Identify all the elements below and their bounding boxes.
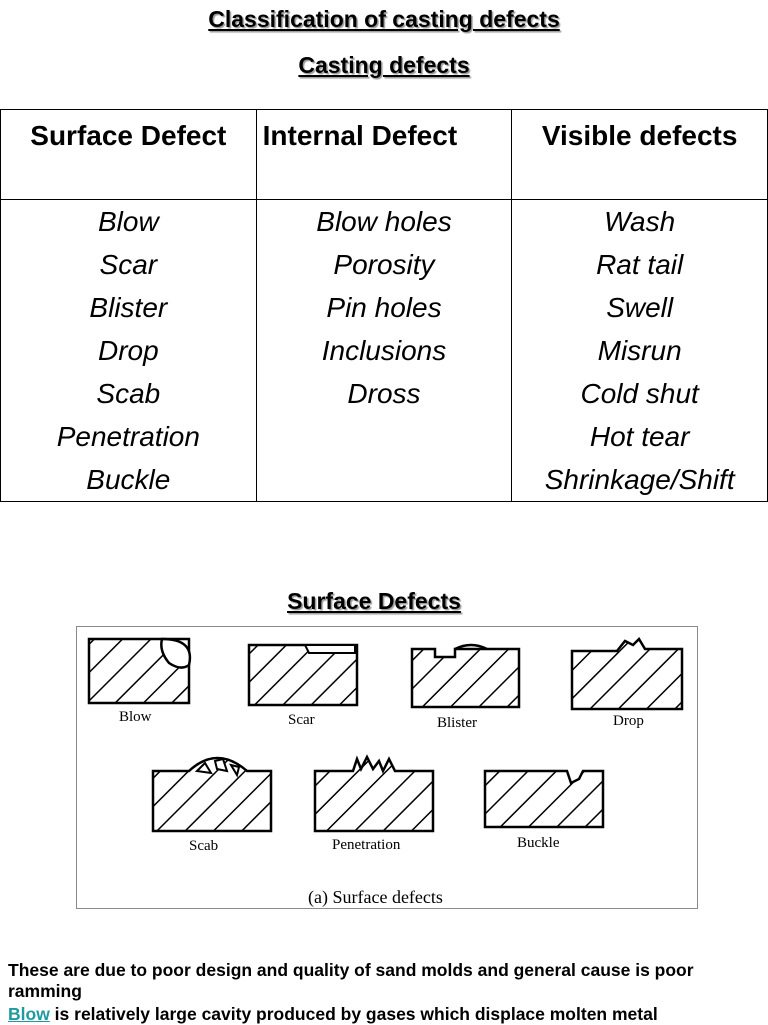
label-scar: Scar — [288, 712, 315, 728]
label-drop: Drop — [613, 713, 644, 729]
blow-definition-text: is relatively large cavity produced by gases which displace molten metal — [49, 1004, 658, 1024]
table-cell: Scab — [1, 372, 257, 415]
table-row — [1, 286, 768, 329]
table-row — [1, 415, 768, 458]
table-row — [1, 458, 768, 502]
table-row — [1, 200, 768, 244]
label-blow: Blow — [119, 709, 152, 725]
table-cell: Buckle — [1, 458, 257, 502]
table-header-row — [1, 110, 768, 200]
header-internal-defect: Internal Defect — [256, 110, 512, 200]
penetration-diagram — [315, 757, 433, 831]
figure-caption: (a) Surface defects — [308, 887, 443, 907]
table-cell — [256, 415, 512, 458]
label-blister: Blister — [437, 715, 477, 731]
table-cell: Drop — [1, 329, 257, 372]
page-subtitle: Casting defects — [298, 52, 470, 78]
table-cell: Penetration — [1, 415, 257, 458]
blow-link[interactable]: Blow — [8, 1004, 50, 1024]
table-cell: Pin holes — [256, 286, 512, 329]
table-cell: Swell — [512, 286, 768, 329]
buckle-diagram — [485, 771, 603, 827]
table-cell: Rat tail — [512, 243, 768, 286]
table-cell: Hot tear — [512, 415, 768, 458]
table-cell: Porosity — [256, 243, 512, 286]
defects-illustration — [77, 627, 697, 908]
section-title-surface-defects: Surface Defects — [287, 588, 461, 614]
label-scab: Scab — [189, 838, 219, 854]
table-cell — [256, 458, 512, 502]
table-cell: Scar — [1, 243, 257, 286]
blow-definition — [8, 1004, 764, 1025]
surface-defects-figure — [76, 626, 698, 909]
blister-diagram — [412, 645, 519, 707]
table-cell: Inclusions — [256, 329, 512, 372]
table-cell: Blister — [1, 286, 257, 329]
table-cell: Dross — [256, 372, 512, 415]
scab-diagram — [153, 758, 271, 831]
label-buckle: Buckle — [517, 835, 560, 851]
scar-diagram — [249, 645, 357, 705]
header-surface-defect: Surface Defect — [1, 110, 257, 200]
table-cell: Cold shut — [512, 372, 768, 415]
page-title: Classification of casting defects — [208, 6, 560, 32]
header-visible-defects: Visible defects — [512, 110, 768, 200]
table-cell: Blow — [1, 200, 257, 244]
table-row — [1, 243, 768, 286]
blow-diagram — [89, 639, 190, 703]
defects-table — [0, 109, 768, 502]
table-cell: Blow holes — [256, 200, 512, 244]
table-cell: Shrinkage/Shift — [512, 458, 768, 502]
table-row — [1, 372, 768, 415]
table-cell: Wash — [512, 200, 768, 244]
table-cell: Misrun — [512, 329, 768, 372]
table-row — [1, 329, 768, 372]
description-paragraph: These are due to poor design and quality of sand molds and general cause is poor ramming — [8, 960, 694, 1001]
drop-diagram — [572, 639, 682, 709]
label-penetration: Penetration — [332, 837, 401, 853]
